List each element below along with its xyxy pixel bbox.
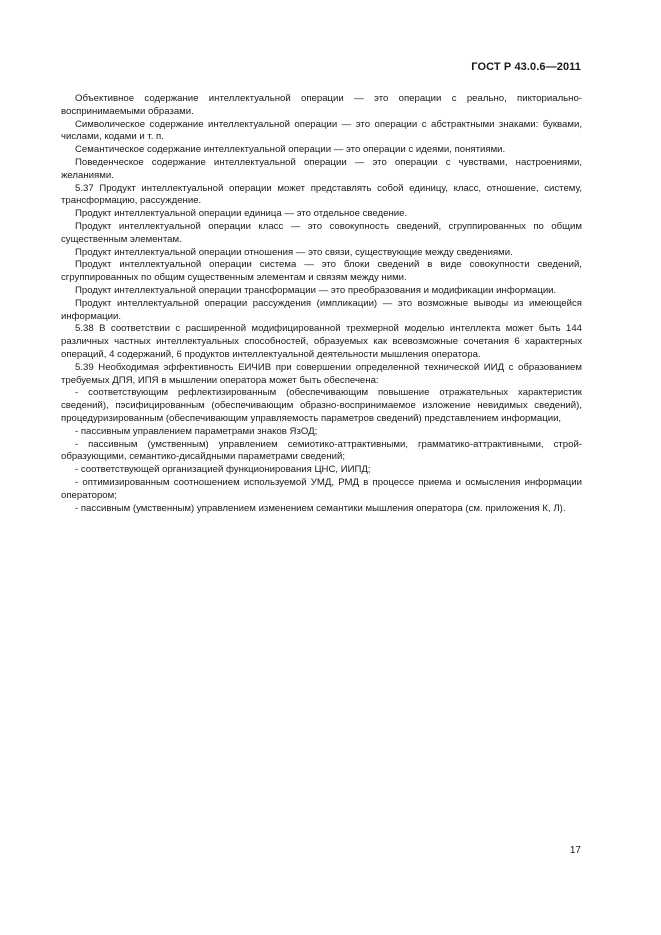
page-number: 17 [569, 845, 581, 856]
paragraph-product-relations: Продукт интеллектуальной операции отношения — это связи, существующие между сведениями. [75, 246, 513, 258]
paragraph-product-class: Продукт интеллектуальной операции класс — это совокупность сведений, сгруппированных по общим существенным элементам. [61, 220, 582, 245]
list-item-semantic-control: - пассивным (умственным) управлением изменением семантики мышления оператора (см. приложения К, Л). [75, 502, 566, 514]
document-body [61, 93, 582, 515]
paragraph-product-reasoning: Продукт интеллектуальной операции рассуждения (импликации) — это возможные выводы из имеющейся информации. [61, 297, 582, 322]
paragraph-5-38: 5.38 В соответствии с расширенной модифицированной трехмерной моделью интеллекта может быть 144 различных частных интеллектуальных способностей, образуемых как всевозможные сочетания 6 характерных операций, 4 содержаний, 6 продуктов интеллектуальной деятельности мышления оператора. [61, 323, 582, 360]
paragraph-5-37: 5.37 Продукт интеллектуальной операции может представлять собой единицу, класс, отношение, систему, трансформацию, рассуждение. [61, 182, 582, 207]
paragraph-semantic-content: Семантическое содержание интеллектуальной операции — это операции с идеями, понятиями. [75, 144, 506, 156]
list-item-mental-control: - пассивным (умственным) управлением семиотико-аттрактивными, грамматико-аттрактивными, строй-образующими, семантико-дисайдными параметрами сведений; [61, 438, 582, 463]
paragraph-symbolic-content: Символическое содержание интеллектуальной операции — это операции с абстрактными знаками: буквами, числами, кодами и т. п. [61, 118, 582, 143]
list-item-representation: - соответствующим рефлектизированным (обеспечивающим повышение отражательных характеристик сведений), пэсифицированным (обеспечивающим образно-воспринимаемое изложение невидимых сведений), процедуризированным (обеспечивающим управляемость параметров сведений) представлением информации, [61, 387, 582, 424]
paragraph-product-transformation: Продукт интеллектуальной операции трансформации — это преобразования и модификации информации. [75, 284, 557, 296]
paragraph-behavioral-content: Поведенческое содержание интеллектуальной операции — это операции с чувствами, настроениями, желаниями. [61, 156, 582, 181]
list-item-sign-parameters: - пассивным управлением параметрами знаков ЯзОД; [75, 425, 318, 437]
list-item-optimized-ratio: - оптимизированным соотношением используемой УМД, РМД в процессе приема и осмысления информации оператором; [61, 476, 582, 501]
paragraph-product-unit: Продукт интеллектуальной операции единица — это отдельное сведение. [75, 208, 408, 220]
paragraph-objective-content: Объективное содержание интеллектуальной операции — это операции с реально, пикториально-воспринимаемыми образами. [61, 93, 582, 117]
paragraph-5-39: 5.39 Необходимая эффективность ЕИЧИВ при совершении определенной технической ИИД с образованием требуемых ДПЯ, ИПЯ в мышлении оператора может быть обеспечена: [61, 361, 582, 386]
document-header: ГОСТ Р 43.0.6—2011 [471, 61, 581, 73]
paragraph-product-system: Продукт интеллектуальной операции система — это блоки сведений в виде совокупности сведений, сгруппированных по общим существенным элементам и связям между ними. [61, 259, 582, 284]
list-item-cns-organization: - соответствующей организацией функционирования ЦНС, ИИПД; [75, 464, 371, 476]
